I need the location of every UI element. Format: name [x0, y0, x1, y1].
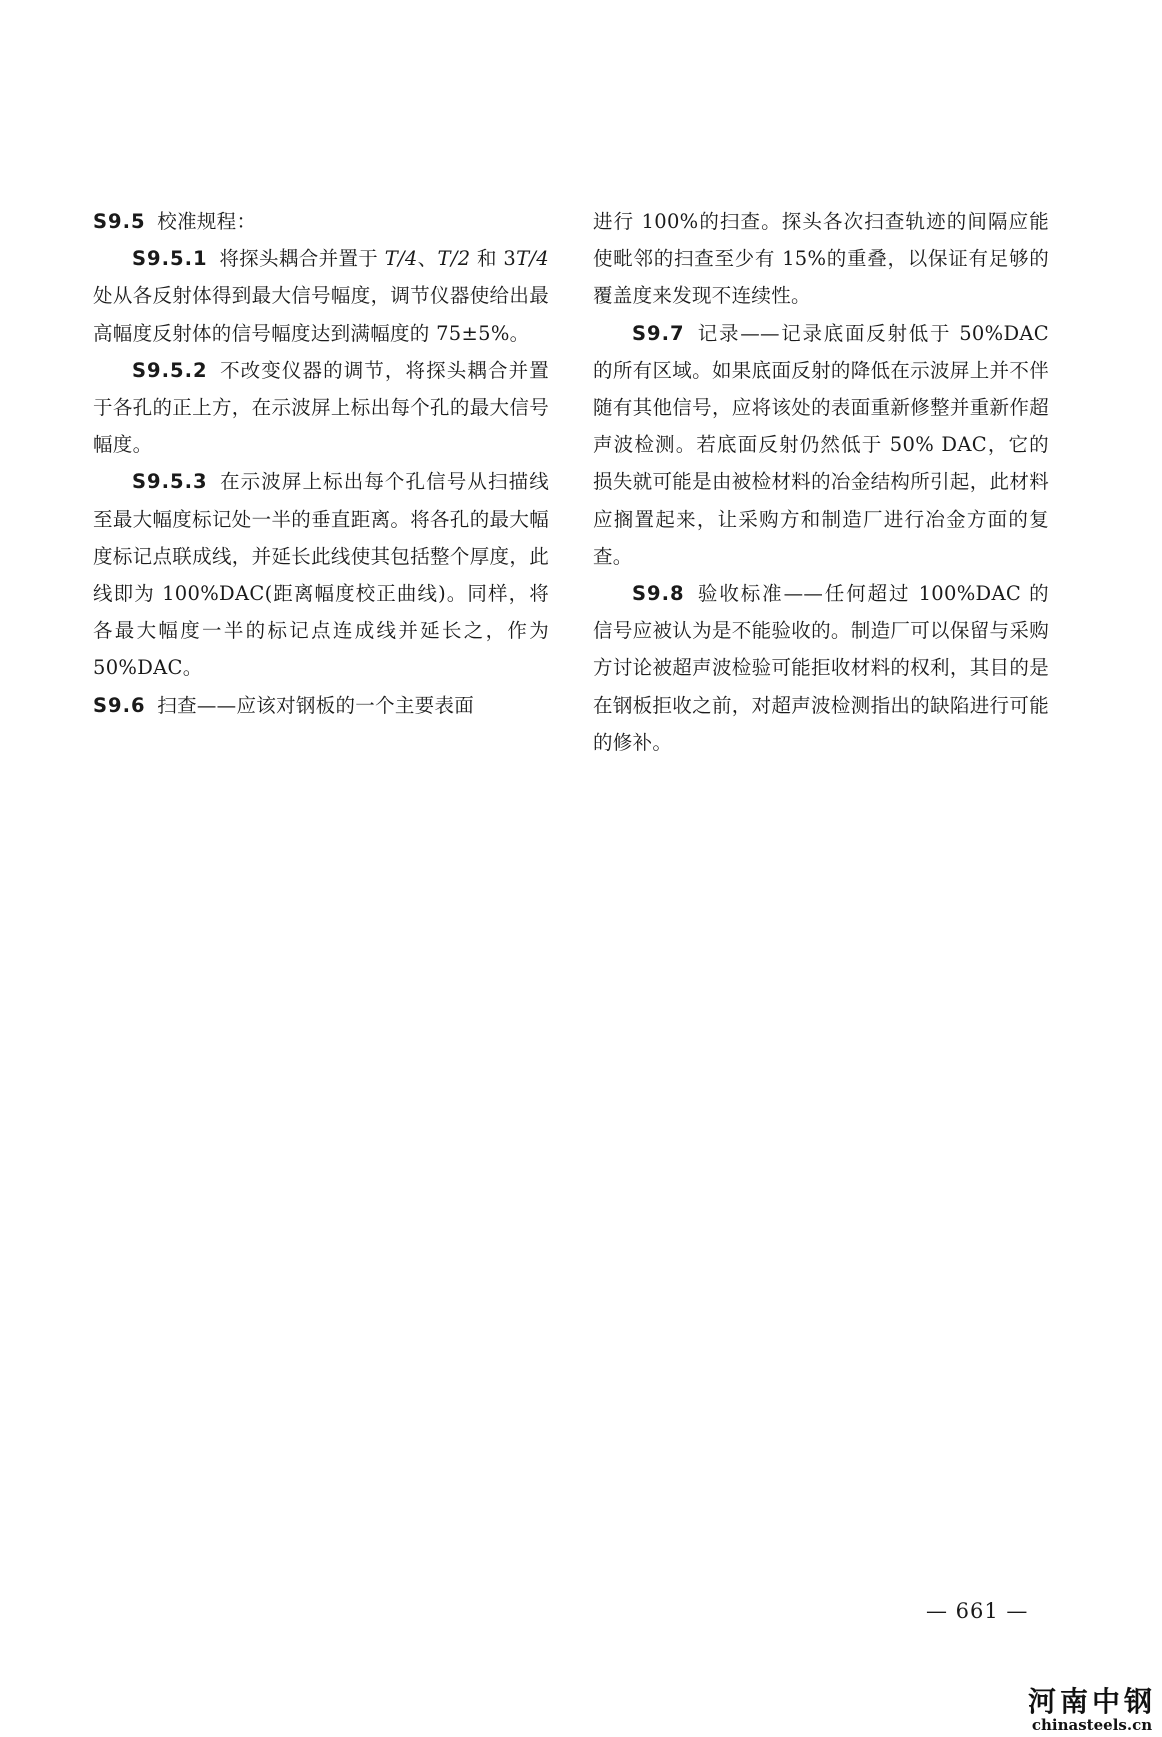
section-s9-5: [93, 203, 549, 240]
watermark-chinese: 河南中钢: [1027, 1685, 1156, 1718]
section-s9-5-2: [93, 352, 549, 464]
italic-symbol: T/4: [384, 247, 418, 271]
italic-symbol: T/4: [516, 247, 549, 271]
watermark-domain: chinasteels.cn: [1031, 1716, 1153, 1734]
section-text: 不改变仪器的调节，将探头耦合并置于各孔的正上方，在示波屏上标出每个孔的最大信号幅度。: [93, 358, 549, 457]
page-number: — 661 —: [926, 1599, 1029, 1623]
section-text: 在示波屏上标出每个孔信号从扫描线至最大幅度标记处一半的垂直距离。将各孔的最大幅度标记点联成线，并延长此线使其包括整个厚度，此线即为 100%DAC(距离幅度校正曲线)。同样，将各最大幅度一半的标记点连成线并延长之，作为 50%DAC。: [93, 470, 549, 680]
section-number: S9.5.3: [132, 470, 208, 494]
section-number: S9.6: [93, 693, 146, 717]
section-number: S9.7: [632, 321, 685, 345]
section-s9-5-3: [93, 463, 549, 686]
left-column: [93, 203, 549, 724]
section-text: 将探头耦合并置于: [219, 247, 385, 271]
section-text: 、: [417, 247, 438, 271]
section-s9-8: [593, 575, 1049, 761]
right-column: [593, 203, 1049, 761]
section-number: S9.5.1: [132, 247, 208, 271]
section-s9-5-1: [93, 240, 549, 352]
section-number: S9.8: [632, 582, 685, 606]
watermark: [1028, 1687, 1156, 1733]
section-number: S9.5.2: [132, 358, 208, 382]
section-text: 扫查——应该对钢板的一个主要表面: [157, 693, 475, 717]
italic-symbol: T/2: [437, 247, 471, 271]
section-s9-7: [593, 315, 1049, 575]
section-number: S9.5: [93, 210, 146, 233]
section-s9-6-continued: 进行 100%的扫查。探头各次扫查轨迹的间隔应能使毗邻的扫查至少有 15%的重叠，以保证有足够的覆盖度来发现不连续性。: [593, 210, 1049, 308]
section-text: 校准规程：: [157, 210, 257, 233]
section-text: 处从各反射体得到最大信号幅度，调节仪器使给出最高幅度反射体的信号幅度达到满幅度的 75±5%。: [93, 284, 549, 345]
section-text: 验收标准——任何超过 100%DAC 的信号应被认为是不能验收的。制造厂可以保留与采购方讨论被超声波检验可能拒收材料的权利，其目的是在钢板拒收之前，对超声波检测指出的缺陷进行可能的修补。: [593, 582, 1049, 754]
section-s9-6: [93, 687, 549, 724]
section-text: 和 3: [470, 247, 517, 271]
section-text: 记录——记录底面反射低于 50%DAC 的所有区域。如果底面反射的降低在示波屏上并不伴随有其他信号，应将该处的表面重新修整并重新作超声波检测。若底面反射仍然低于 50% DAC，它的损失就可能是由被检材料的冶金结构所引起，此材料应搁置起来，让采购方和制造厂进行冶金方面的复查。: [593, 321, 1049, 568]
